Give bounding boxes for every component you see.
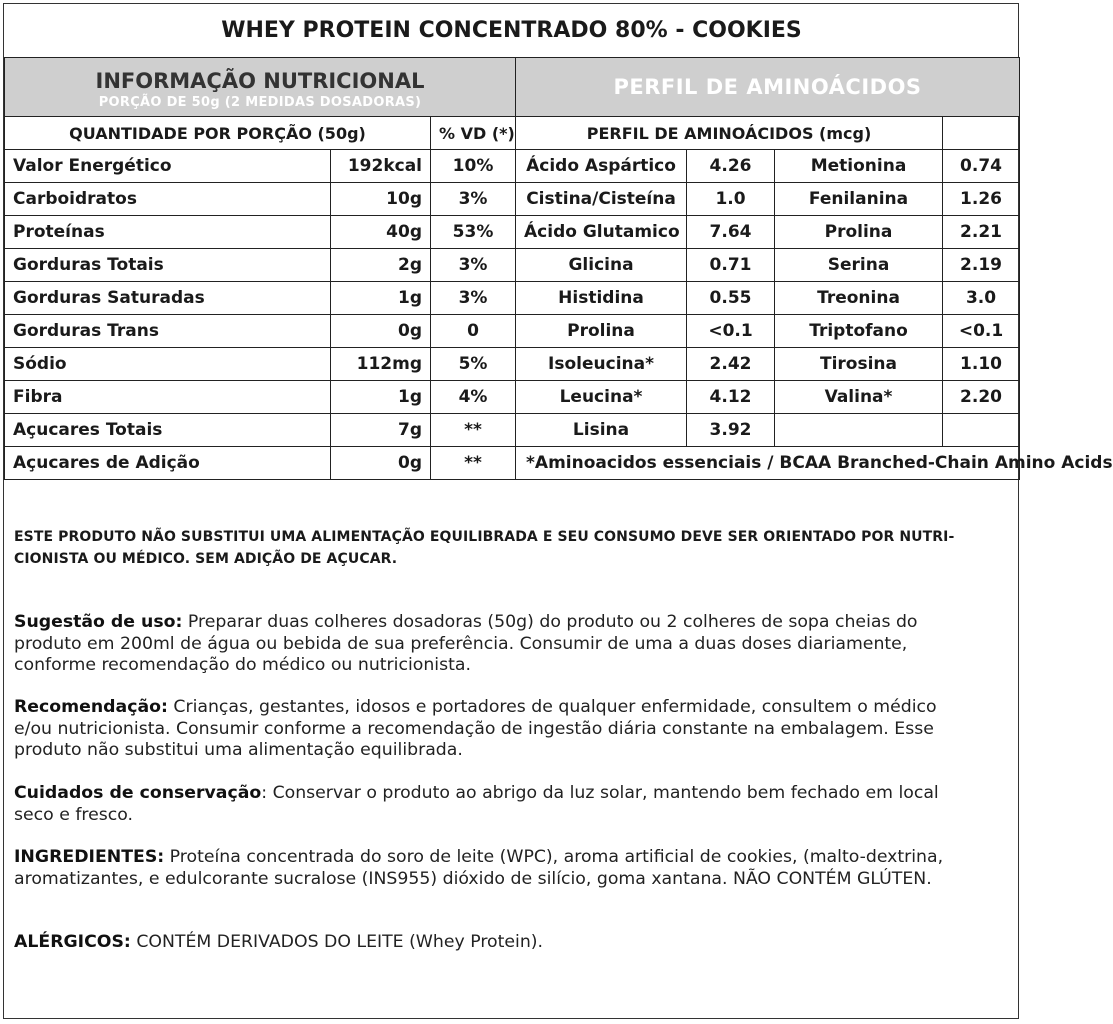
recommendation-label: Recomendação:	[14, 697, 168, 717]
nutrition-header	[5, 58, 516, 117]
amino-name: Glicina	[516, 249, 687, 282]
ingredients-text: Proteína concentrada do soro de leite (WPC), aroma artificial de cookies, (malto-dextrina, aromatizantes, e edulcorante sucralose (INS955) dióxido de silício, goma xantana. NÃO CONTÉM GLÚTEN.	[14, 847, 944, 889]
vd-column-header: % VD (*)	[431, 117, 516, 150]
ingredients-label: INGREDIENTES:	[14, 847, 165, 867]
nutrient-vd: 0	[431, 315, 516, 348]
usage-text: Preparar duas colheres dosadoras (50g) do produto ou 2 colheres de sopa cheias do produto em 200ml de água ou bebida de sua preferência. Consumir de uma a duas doses diariamente, conforme recomendação do médico ou nutricionista.	[14, 612, 918, 675]
nutrient-vd: 3%	[431, 183, 516, 216]
recommendation-section	[14, 697, 974, 762]
nutrient-name: Valor Energético	[5, 150, 331, 183]
nutrition-row	[5, 183, 1020, 216]
amino-value: 4.26	[687, 150, 775, 183]
amino-value: 3.0	[943, 282, 1020, 315]
nutrition-row	[5, 414, 1020, 447]
amino-value: 2.19	[943, 249, 1020, 282]
amino-value: 7.64	[687, 216, 775, 249]
ingredients-section	[14, 847, 974, 890]
amino-header	[516, 58, 1020, 117]
amino-name: Isoleucina*	[516, 348, 687, 381]
allergens-text: CONTÉM DERIVADOS DO LEITE (Whey Protein).	[130, 932, 544, 952]
nutrient-amount: 2g	[331, 249, 431, 282]
allergens-label: ALÉRGICOS:	[14, 932, 131, 952]
amino-name: Ácido Aspártico	[516, 150, 687, 183]
nutrition-row	[5, 249, 1020, 282]
amino-name: Serina	[775, 249, 943, 282]
amino-value: 2.20	[943, 381, 1020, 414]
nutrient-name: Gorduras Totais	[5, 249, 331, 282]
nutrition-row	[5, 381, 1020, 414]
nutrition-table	[4, 57, 1113, 480]
amino-name: Triptofano	[775, 315, 943, 348]
nutrient-name: Proteínas	[5, 216, 331, 249]
amino-value: 0.71	[687, 249, 775, 282]
nutrient-name: Fibra	[5, 381, 331, 414]
amino-name: Histidina	[516, 282, 687, 315]
amino-value: <0.1	[687, 315, 775, 348]
nutrient-vd: 3%	[431, 282, 516, 315]
storage-label: Cuidados de conservação	[14, 783, 262, 803]
nutrient-amount: 0g	[331, 315, 431, 348]
amino-value: 3.92	[687, 414, 775, 447]
nutrient-amount: 10g	[331, 183, 431, 216]
amino-name: Prolina	[516, 315, 687, 348]
amino-value: 1.0	[687, 183, 775, 216]
nutrition-heading: INFORMAÇÃO NUTRICIONAL	[95, 68, 425, 93]
amino-value	[943, 414, 1020, 447]
amino-name: Fenilanina	[775, 183, 943, 216]
amino-name: Tirosina	[775, 348, 943, 381]
recommendation-text: Crianças, gestantes, idosos e portadores de qualquer enfermidade, consultem o médico e/ou nutricionista. Consumir conforme a recomendação de ingestão diária constante na embalagem. Esse produto não substitui uma alimentação equilibrada.	[14, 697, 937, 760]
nutrition-row	[5, 315, 1020, 348]
amino-value: <0.1	[943, 315, 1020, 348]
nutrient-amount: 112mg	[331, 348, 431, 381]
nutrient-vd: **	[431, 447, 516, 480]
nutrient-name: Gorduras Trans	[5, 315, 331, 348]
nutrient-vd: 5%	[431, 348, 516, 381]
amino-name: Treonina	[775, 282, 943, 315]
amino-value: 2.42	[687, 348, 775, 381]
allergens-section	[14, 932, 974, 954]
nutrition-row	[5, 447, 1020, 480]
nutrient-vd: 3%	[431, 249, 516, 282]
nutrient-name: Gorduras Saturadas	[5, 282, 331, 315]
amino-footnote: *Aminoacidos essenciais / BCAA Branched-Chain Amino Acids	[516, 447, 1020, 480]
amino-name: Cistina/Cisteína	[516, 183, 687, 216]
nutrition-row	[5, 216, 1020, 249]
amino-column-header: PERFIL DE AMINOÁCIDOS (mcg)	[516, 117, 943, 150]
amino-value: 0.74	[943, 150, 1020, 183]
amino-heading: PERFIL DE AMINOÁCIDOS	[613, 75, 922, 99]
storage-section	[14, 783, 974, 826]
usage-label: Sugestão de uso:	[14, 612, 183, 632]
quantity-column-header: QUANTIDADE POR PORÇÃO (50g)	[5, 117, 431, 150]
nutrient-vd: 53%	[431, 216, 516, 249]
nutrition-row	[5, 150, 1020, 183]
amino-name: Lisina	[516, 414, 687, 447]
nutrient-vd: 4%	[431, 381, 516, 414]
amino-name: Valina*	[775, 381, 943, 414]
amino-value: 1.10	[943, 348, 1020, 381]
nutrition-row	[5, 348, 1020, 381]
warning-text: ESTE PRODUTO NÃO SUBSTITUI UMA ALIMENTAÇÃO EQUILIBRADA E SEU CONSUMO DEVE SER ORIENTADO POR NUTRI-CIONISTA OU MÉDICO. SEM ADIÇÃO DE AÇUCAR.	[14, 529, 955, 567]
nutrient-amount: 7g	[331, 414, 431, 447]
nutrient-amount: 40g	[331, 216, 431, 249]
nutrient-name: Açucares de Adição	[5, 447, 331, 480]
amino-value: 4.12	[687, 381, 775, 414]
nutrient-amount: 0g	[331, 447, 431, 480]
serving-size: PORÇÃO DE 50g (2 MEDIDAS DOSADORAS)	[98, 94, 422, 110]
amino-name: Metionina	[775, 150, 943, 183]
amino-name: Leucina*	[516, 381, 687, 414]
nutrient-vd: 10%	[431, 150, 516, 183]
nutrient-name: Açucares Totais	[5, 414, 331, 447]
storage-text: : Conservar o produto ao abrigo da luz solar, mantendo bem fechado em local seco e fresco.	[14, 783, 939, 825]
nutrient-amount: 1g	[331, 381, 431, 414]
usage-section	[14, 612, 974, 677]
nutrient-name: Sódio	[5, 348, 331, 381]
nutrient-name: Carboidratos	[5, 183, 331, 216]
amino-name: Ácido Glutamico	[516, 216, 687, 249]
product-title: WHEY PROTEIN CONCENTRADO 80% - COOKIES	[4, 4, 1019, 58]
nutrition-row	[5, 282, 1020, 315]
amino-column-header-blank	[943, 117, 1020, 150]
nutrient-amount: 1g	[331, 282, 431, 315]
amino-value: 2.21	[943, 216, 1020, 249]
nutrient-amount: 192kcal	[331, 150, 431, 183]
amino-value: 0.55	[687, 282, 775, 315]
amino-name: Prolina	[775, 216, 943, 249]
amino-value: 1.26	[943, 183, 1020, 216]
nutrient-vd: **	[431, 414, 516, 447]
amino-name	[775, 414, 943, 447]
